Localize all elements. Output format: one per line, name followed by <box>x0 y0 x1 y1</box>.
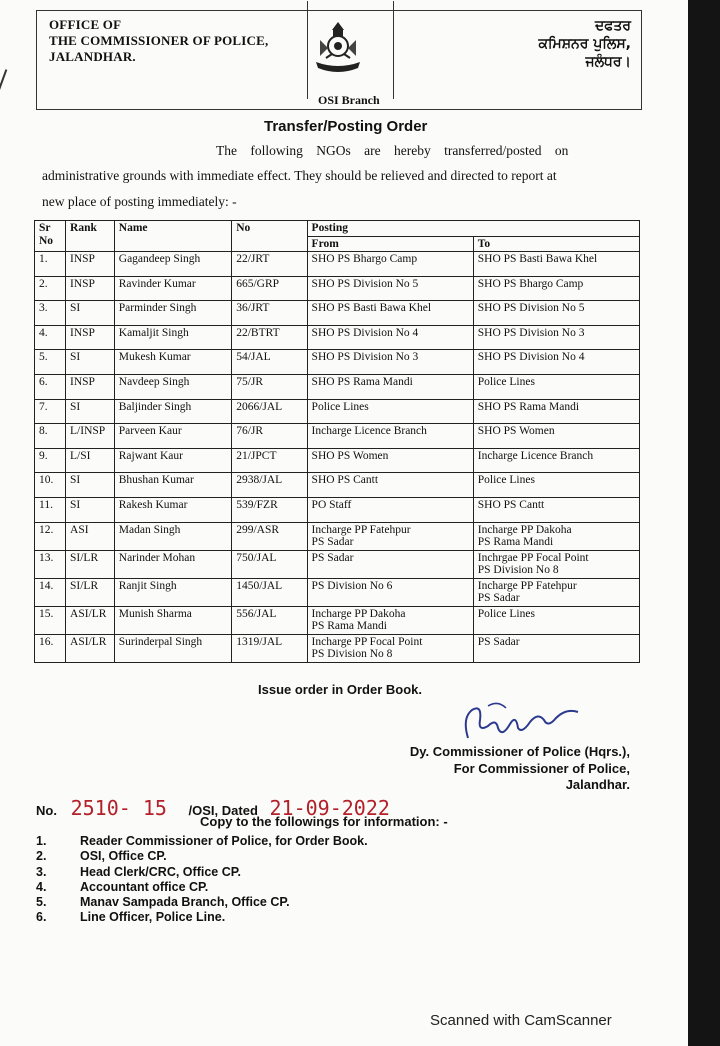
table-row <box>35 325 640 350</box>
table-row <box>35 276 640 301</box>
cell-to: PS Sadar <box>473 634 639 662</box>
cell-name: Munish Sharma <box>114 606 231 634</box>
cell-to: SHO PS Division No 3 <box>473 325 639 350</box>
list-item-number: 1. <box>36 834 47 848</box>
cell-rank: SI <box>66 350 115 375</box>
signatory-line-3: Jalandhar. <box>565 777 630 792</box>
office-line-1: OFFICE OF <box>49 17 122 32</box>
cell-sr: 13. <box>35 550 66 578</box>
cell-from: Incharge PP Fatehpur PS Sadar <box>307 522 473 550</box>
cell-sr: 5. <box>35 350 66 375</box>
signatory-line-2: For Commissioner of Police, <box>453 760 630 776</box>
cell-sr: 8. <box>35 424 66 449</box>
cell-no: 22/BTRT <box>232 325 307 350</box>
recipient-list <box>36 834 368 926</box>
cell-sr: 2. <box>35 276 66 301</box>
cell-no: 76/JR <box>232 424 307 449</box>
edge-pen-mark <box>0 69 15 101</box>
table-row <box>35 399 640 424</box>
copy-to-line: Copy to the followings for information: - <box>200 814 448 829</box>
cell-name: Gagandeep Singh <box>114 252 231 277</box>
cell-no: 1319/JAL <box>232 634 307 662</box>
cell-sr: 3. <box>35 301 66 326</box>
cell-name: Surinderpal Singh <box>114 634 231 662</box>
list-item-text: Manav Sampada Branch, Office CP. <box>80 895 290 910</box>
cell-name: Rakesh Kumar <box>114 497 231 522</box>
header-name: Name <box>114 221 231 252</box>
cell-no: 22/JRT <box>232 252 307 277</box>
list-item-number: 5. <box>36 895 47 910</box>
cell-no: 36/JRT <box>232 301 307 326</box>
cell-name: Parminder Singh <box>114 301 231 326</box>
cell-name: Madan Singh <box>114 522 231 550</box>
cell-from: Incharge PP Dakoha PS Rama Mandi <box>307 606 473 634</box>
osi-dated-label: /OSI, Dated <box>188 803 258 818</box>
cell-rank: ASI/LR <box>66 634 115 662</box>
cell-rank: INSP <box>66 374 115 399</box>
cell-from: Police Lines <box>307 399 473 424</box>
transfer-table-body <box>35 252 640 663</box>
cell-rank: SI <box>66 399 115 424</box>
signature-image <box>458 698 598 748</box>
camscanner-watermark: Scanned with CamScanner <box>430 1012 612 1029</box>
cell-from: SHO PS Basti Bawa Khel <box>307 301 473 326</box>
office-pa-line-2: ਕਮਿਸ਼ਨਰ ਪੁਲਿਸ, <box>538 36 631 52</box>
cell-to: Incharge PP Fatehpur PS Sadar <box>473 578 639 606</box>
cell-to: SHO PS Cantt <box>473 497 639 522</box>
cell-to: SHO PS Rama Mandi <box>473 399 639 424</box>
cell-no: 665/GRP <box>232 276 307 301</box>
intro-line-3: new place of posting immediately: - <box>42 194 237 209</box>
cell-sr: 14. <box>35 578 66 606</box>
cell-name: Kamaljit Singh <box>114 325 231 350</box>
cell-to: SHO PS Division No 4 <box>473 350 639 375</box>
cell-name: Mukesh Kumar <box>114 350 231 375</box>
table-row <box>35 448 640 473</box>
cell-sr: 12. <box>35 522 66 550</box>
cell-from: PS Sadar <box>307 550 473 578</box>
list-item-number: 6. <box>36 910 47 925</box>
list-item-number: 4. <box>36 879 47 894</box>
cell-sr: 6. <box>35 374 66 399</box>
list-item <box>36 849 368 864</box>
cell-from: Incharge PP Focal Point PS Division No 8 <box>307 634 473 662</box>
list-item <box>36 910 368 925</box>
cell-no: 75/JR <box>232 374 307 399</box>
cell-sr: 1. <box>35 252 66 277</box>
cell-from: SHO PS Bhargo Camp <box>307 252 473 277</box>
cell-from: SHO PS Division No 4 <box>307 325 473 350</box>
table-row <box>35 634 640 662</box>
table-row <box>35 606 640 634</box>
cell-from: PS Division No 6 <box>307 578 473 606</box>
cell-no: 539/FZR <box>232 497 307 522</box>
cell-to: Incharge PP Dakoha PS Rama Mandi <box>473 522 639 550</box>
header-rank: Rank <box>66 221 115 252</box>
cell-no: 21/JPCT <box>232 448 307 473</box>
cell-sr: 9. <box>35 448 66 473</box>
cell-rank: SI/LR <box>66 578 115 606</box>
cell-to: SHO PS Women <box>473 424 639 449</box>
cell-rank: SI <box>66 497 115 522</box>
cell-to: SHO PS Bhargo Camp <box>473 276 639 301</box>
table-row <box>35 424 640 449</box>
signatory-line-1: Dy. Commissioner of Police (Hqrs.), <box>409 744 630 759</box>
table-row <box>35 550 640 578</box>
intro-line-2: administrative grounds with immediate effect. They should be relieved and directed to report at <box>42 168 557 183</box>
office-line-2: THE COMMISSIONER OF POLICE, <box>49 33 269 48</box>
issue-note: Issue order in Order Book. <box>258 682 422 697</box>
cell-to: Inchrgae PP Focal Point PS Division No 8 <box>473 550 639 578</box>
cell-name: Narinder Mohan <box>114 550 231 578</box>
branch-label: OSI Branch <box>318 93 380 107</box>
cell-name: Ranjit Singh <box>114 578 231 606</box>
list-item-text: Head Clerk/CRC, Office CP. <box>80 864 241 879</box>
endorsement-date: 21-09-2022 <box>269 796 390 820</box>
signatory-block <box>390 744 630 794</box>
cell-from: SHO PS Cantt <box>307 473 473 498</box>
cell-name: Baljinder Singh <box>114 399 231 424</box>
cell-from: PO Staff <box>307 497 473 522</box>
letterhead-divider-right <box>393 1 394 99</box>
cell-rank: L/SI <box>66 448 115 473</box>
table-row <box>35 578 640 606</box>
intro-line-1: The following NGOs are hereby transferred/posted on <box>216 143 569 158</box>
table-row <box>35 522 640 550</box>
punjab-police-emblem-icon <box>306 18 370 78</box>
cell-no: 299/ASR <box>232 522 307 550</box>
header-sr-no: Sr No <box>35 221 66 252</box>
cell-name: Parveen Kaur <box>114 424 231 449</box>
table-row <box>35 301 640 326</box>
cell-sr: 4. <box>35 325 66 350</box>
table-row <box>35 497 640 522</box>
list-item <box>36 834 368 849</box>
cell-from: Incharge Licence Branch <box>307 424 473 449</box>
cell-name: Rajwant Kaur <box>114 448 231 473</box>
cell-sr: 10. <box>35 473 66 498</box>
office-name-punjabi <box>538 17 631 71</box>
cell-to: SHO PS Basti Bawa Khel <box>473 252 639 277</box>
list-item <box>36 880 368 895</box>
cell-sr: 7. <box>35 399 66 424</box>
cell-rank: ASI <box>66 522 115 550</box>
cell-no: 2066/JAL <box>232 399 307 424</box>
cell-to: Police Lines <box>473 606 639 634</box>
cell-no: 750/JAL <box>232 550 307 578</box>
table-row <box>35 374 640 399</box>
list-item-text: OSI, Office CP. <box>80 849 167 864</box>
cell-sr: 15. <box>35 606 66 634</box>
office-name-english <box>49 17 268 65</box>
cell-rank: INSP <box>66 252 115 277</box>
cell-from: SHO PS Rama Mandi <box>307 374 473 399</box>
cell-name: Ravinder Kumar <box>114 276 231 301</box>
office-pa-line-1: ਦਫਤਰ <box>594 18 631 34</box>
cell-from: SHO PS Division No 5 <box>307 276 473 301</box>
table-row <box>35 252 640 277</box>
transfer-table <box>34 220 640 663</box>
cell-name: Navdeep Singh <box>114 374 231 399</box>
cell-rank: INSP <box>66 325 115 350</box>
cell-no: 556/JAL <box>232 606 307 634</box>
list-item-number: 2. <box>36 849 47 864</box>
header-to: To <box>473 236 639 252</box>
list-item-text: Line Officer, Police Line. <box>80 910 226 925</box>
office-line-3: JALANDHAR. <box>49 49 136 64</box>
order-title: Transfer/Posting Order <box>264 118 428 135</box>
cell-no: 54/JAL <box>232 350 307 375</box>
cell-no: 1450/JAL <box>232 578 307 606</box>
list-item <box>36 895 368 910</box>
cell-to: Incharge Licence Branch <box>473 448 639 473</box>
header-from: From <box>307 236 473 252</box>
list-item-number: 3. <box>36 864 47 879</box>
cell-to: Police Lines <box>473 473 639 498</box>
header-posting: Posting <box>307 221 639 237</box>
list-item <box>36 865 368 880</box>
cell-rank: SI/LR <box>66 550 115 578</box>
cell-no: 2938/JAL <box>232 473 307 498</box>
cell-rank: L/INSP <box>66 424 115 449</box>
cell-to: SHO PS Division No 5 <box>473 301 639 326</box>
cell-rank: ASI/LR <box>66 606 115 634</box>
cell-to: Police Lines <box>473 374 639 399</box>
list-item-text: Reader Commissioner of Police, for Order Book. <box>80 834 368 848</box>
list-item-text: Accountant office CP. <box>80 879 209 894</box>
cell-rank: INSP <box>66 276 115 301</box>
cell-from: SHO PS Division No 3 <box>307 350 473 375</box>
cell-rank: SI <box>66 301 115 326</box>
cell-from: SHO PS Women <box>307 448 473 473</box>
scan-background-edge <box>688 0 720 1046</box>
cell-rank: SI <box>66 473 115 498</box>
table-row <box>35 473 640 498</box>
cell-sr: 16. <box>35 634 66 662</box>
cell-sr: 11. <box>35 497 66 522</box>
header-no: No <box>232 221 307 252</box>
cell-name: Bhushan Kumar <box>114 473 231 498</box>
table-row <box>35 350 640 375</box>
no-label: No. <box>36 803 57 818</box>
endorsement-number: 2510- 15 <box>70 796 167 820</box>
office-pa-line-3: ਜਲੰਧਰ। <box>585 54 631 70</box>
